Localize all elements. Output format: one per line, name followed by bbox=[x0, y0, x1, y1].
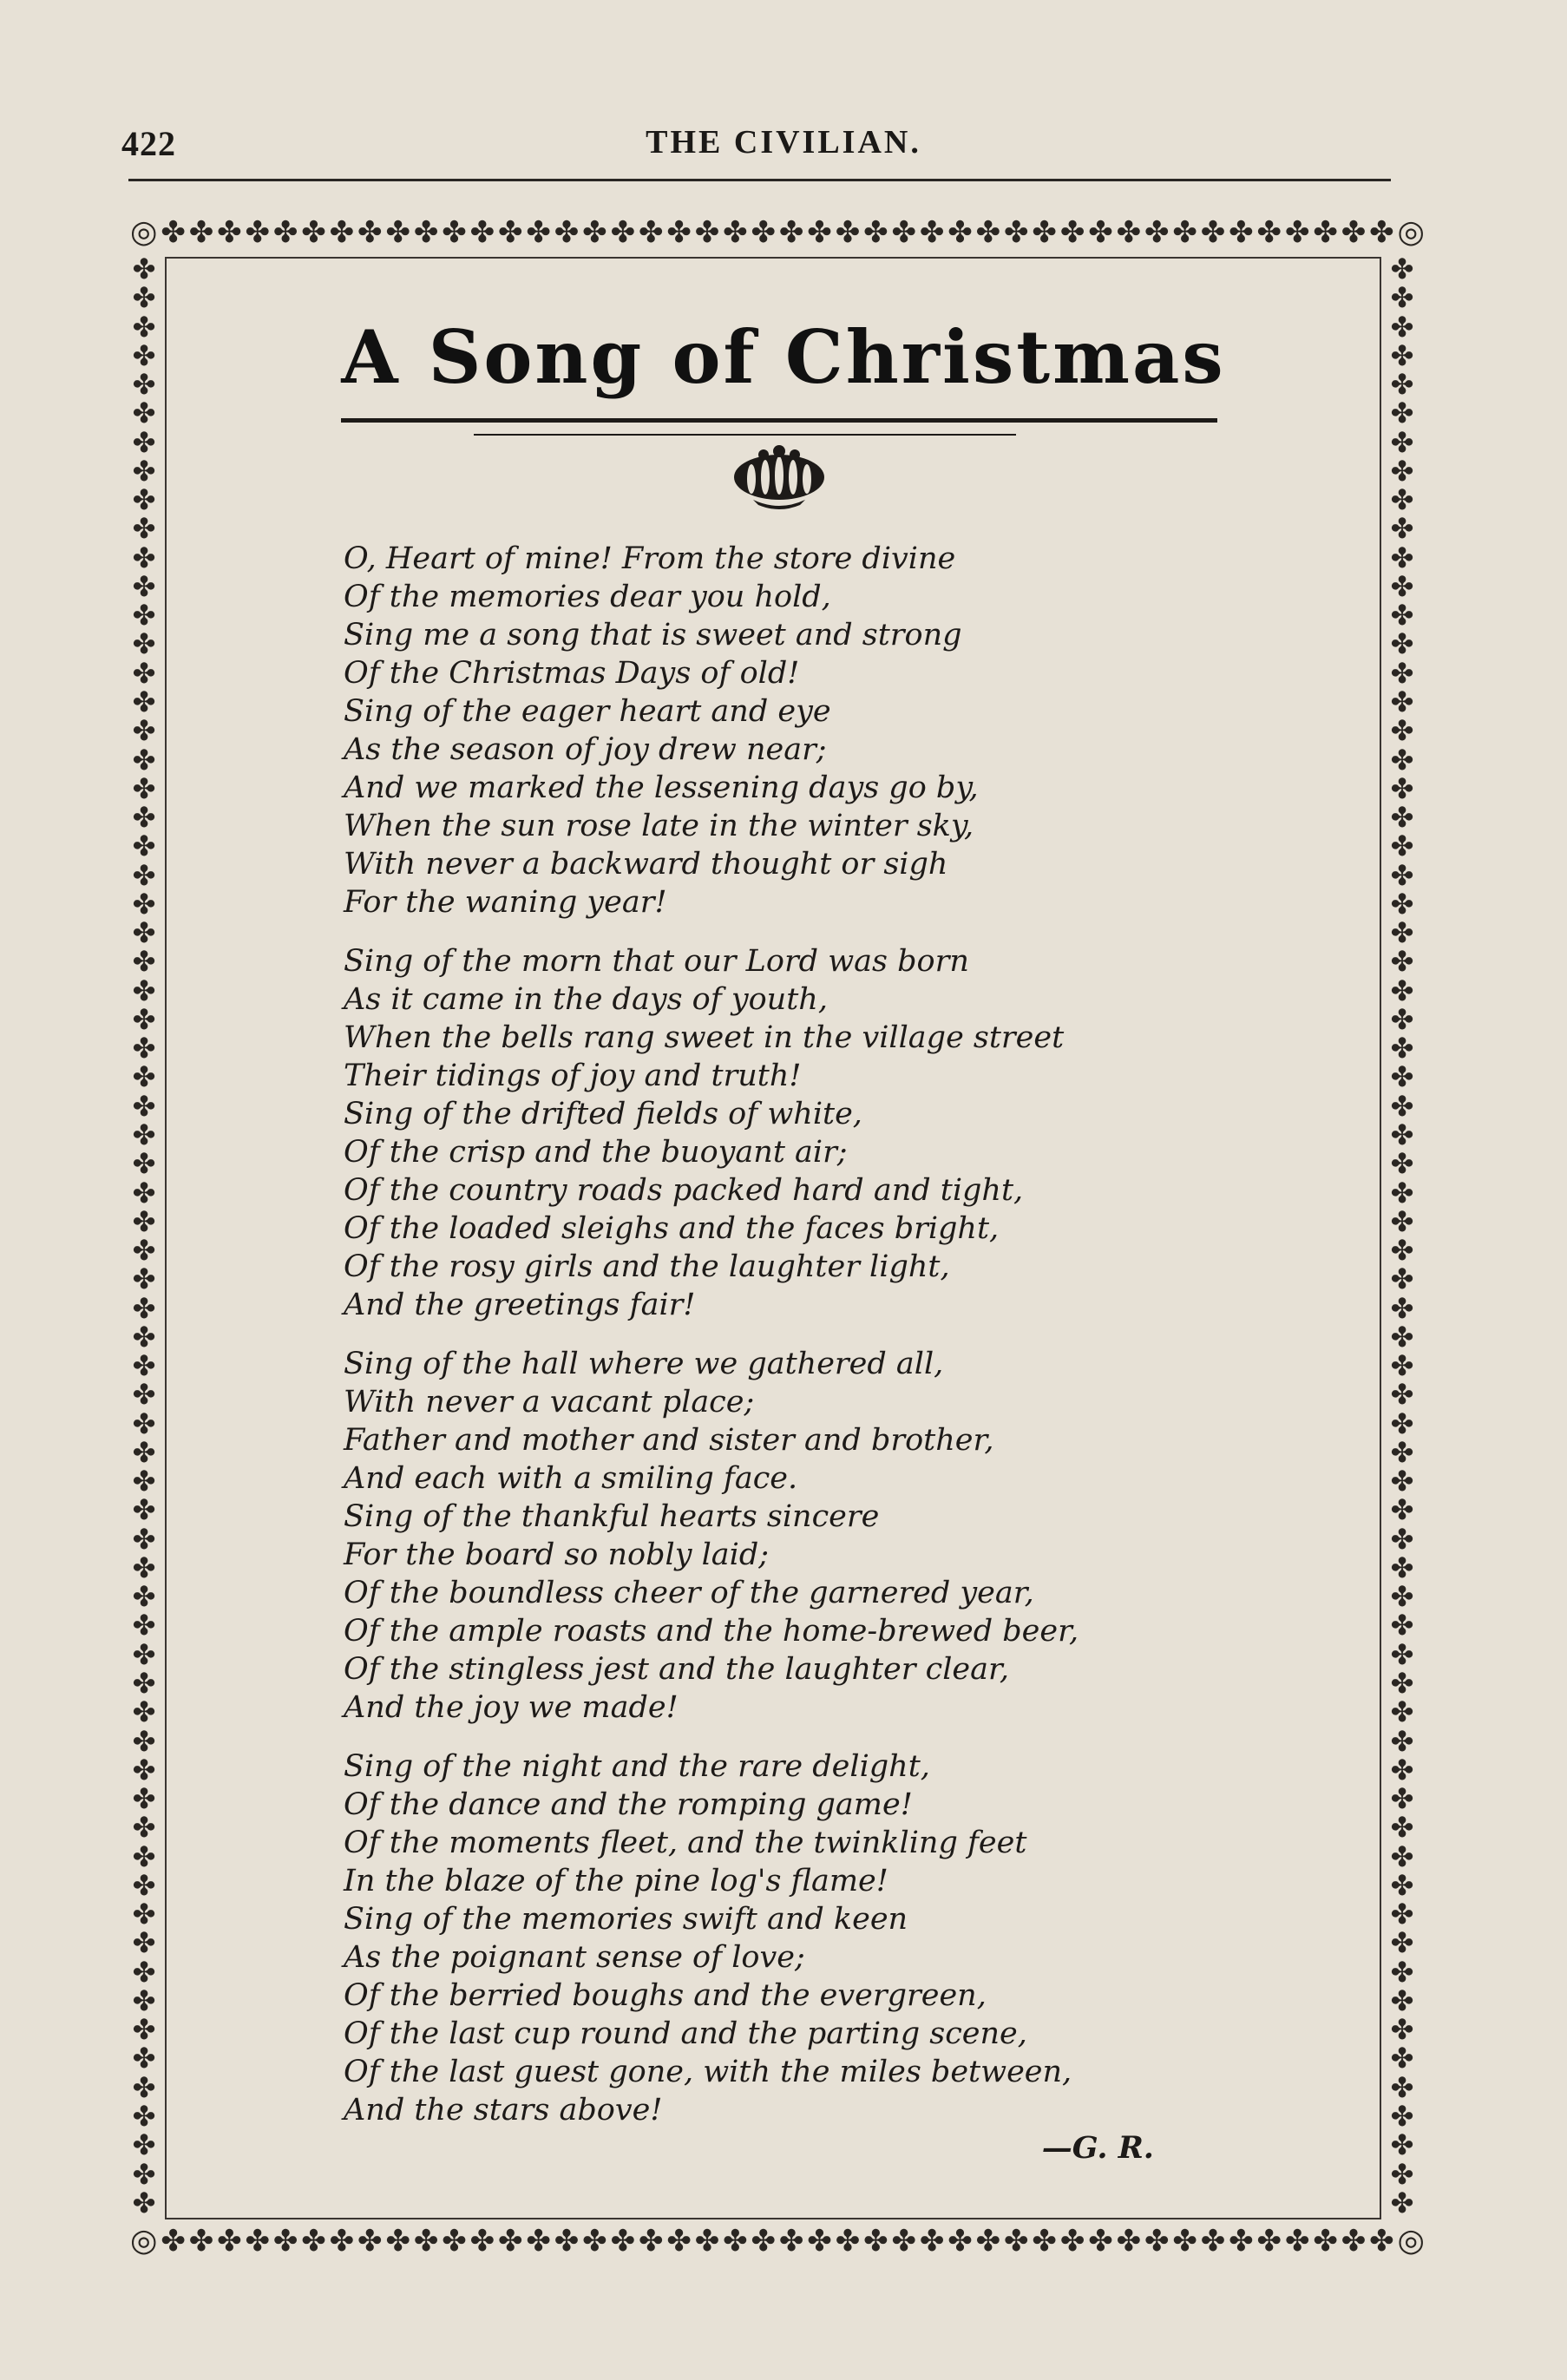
verse-line: As the poignant sense of love; bbox=[344, 1940, 805, 1975]
border-ornament-icon: ✤ bbox=[1390, 2042, 1414, 2075]
border-ornament-icon: ✤ bbox=[1390, 1032, 1414, 1065]
border-ornament-icon: ✤ bbox=[1390, 2128, 1414, 2162]
border-ornament-icon: ✤ bbox=[132, 1782, 156, 1816]
border-ornament-icon: ✤ bbox=[132, 1493, 156, 1527]
border-ornament-icon: ✤ bbox=[498, 2224, 523, 2259]
border-ornament-icon: ✤ bbox=[1390, 2186, 1414, 2218]
border-right-decoration bbox=[1385, 255, 1419, 2218]
border-ornament-icon: ✤ bbox=[1284, 2224, 1310, 2259]
border-ornament-icon: ✤ bbox=[1390, 310, 1414, 344]
border-ornament-icon: ✤ bbox=[1390, 569, 1414, 603]
border-ornament-icon: ✤ bbox=[132, 310, 156, 344]
border-ornament-icon: ✤ bbox=[526, 2224, 551, 2259]
border-ornament-icon: ✤ bbox=[1390, 599, 1414, 633]
verse-line: Of the ample roasts and the home-brewed beer, bbox=[344, 1614, 1079, 1649]
border-bottom-decoration bbox=[130, 2221, 1425, 2261]
border-ornament-icon: ✤ bbox=[1390, 1378, 1414, 1412]
page-number: 422 bbox=[121, 124, 176, 163]
border-ornament-icon: ✤ bbox=[723, 215, 748, 250]
border-ornament-icon: ✤ bbox=[132, 1637, 156, 1671]
border-ornament-icon: ✤ bbox=[132, 1089, 156, 1123]
border-ornament-icon: ✤ bbox=[1390, 1204, 1414, 1238]
signature: —G. R. bbox=[1041, 2130, 1154, 2166]
border-ornament-icon: ✤ bbox=[1390, 541, 1414, 574]
border-ornament-icon: ✤ bbox=[1200, 215, 1226, 250]
border-ornament-icon: ✤ bbox=[1390, 916, 1414, 950]
border-ornament-icon: ✤ bbox=[610, 215, 636, 250]
border-ornament-icon: ✤ bbox=[975, 2224, 1001, 2259]
border-ornament-icon: ✤ bbox=[638, 215, 664, 250]
border-ornament-icon: ✤ bbox=[1032, 215, 1057, 250]
border-ornament-icon: ✤ bbox=[1313, 215, 1338, 250]
border-ornament-icon: ✤ bbox=[132, 685, 156, 718]
stanza bbox=[344, 1747, 1211, 2129]
border-ornament-icon: ✤ bbox=[1390, 1320, 1414, 1354]
border-ornament-icon: ✤ bbox=[1390, 1637, 1414, 1671]
verse-line: As the season of joy drew near; bbox=[344, 732, 827, 767]
border-ornament-icon: ✤ bbox=[526, 215, 551, 250]
border-ornament-icon: ✤ bbox=[413, 2224, 439, 2259]
verse-line: Sing of the thankful hearts sincere bbox=[344, 1499, 880, 1534]
border-ornament-icon: ✤ bbox=[1390, 1868, 1414, 1902]
border-ornament-icon: ✤ bbox=[132, 397, 156, 430]
border-ornament-icon: ✤ bbox=[132, 512, 156, 546]
border-ornament-icon: ✤ bbox=[919, 2224, 945, 2259]
border-ornament-icon: ✤ bbox=[132, 2042, 156, 2075]
border-ornament-icon: ✤ bbox=[498, 215, 523, 250]
border-ornament-icon: ✤ bbox=[132, 627, 156, 661]
border-ornament-icon: ✤ bbox=[751, 2224, 777, 2259]
border-ornament-icon: ✤ bbox=[188, 215, 214, 250]
verse-line: Of the dance and the romping game! bbox=[344, 1787, 913, 1822]
border-ornament-icon: ✤ bbox=[1390, 974, 1414, 1007]
border-ornament-icon: ✤ bbox=[132, 2100, 156, 2133]
border-ornament-icon: ✤ bbox=[132, 1955, 156, 1989]
border-ornament-icon: ✤ bbox=[132, 599, 156, 633]
verse-line: Of the loaded sleighs and the faces bright, bbox=[344, 1211, 1000, 1246]
border-ornament-icon: ✤ bbox=[132, 2128, 156, 2162]
border-ornament-icon: ✤ bbox=[1390, 368, 1414, 402]
border-ornament-icon: ✤ bbox=[1390, 2157, 1414, 2191]
border-ornament-icon: ✤ bbox=[132, 887, 156, 921]
stanza bbox=[344, 540, 1211, 921]
border-ornament-icon: ✤ bbox=[807, 2224, 832, 2259]
verse-line: Sing of the night and the rare delight, bbox=[344, 1749, 930, 1784]
verse-line: For the waning year! bbox=[344, 885, 667, 920]
border-ornament-icon: ✤ bbox=[1390, 887, 1414, 921]
border-ornament-icon: ✤ bbox=[132, 2070, 156, 2104]
border-ornament-icon: ✤ bbox=[1390, 454, 1414, 488]
verse-line: Of the last guest gone, with the miles between, bbox=[344, 2055, 1072, 2089]
stanza bbox=[344, 942, 1211, 1324]
border-ornament-icon: ✤ bbox=[1256, 215, 1282, 250]
border-ornament-icon: ✤ bbox=[1390, 771, 1414, 805]
border-ornament-icon: ✤ bbox=[554, 215, 580, 250]
border-ornament-icon: ✤ bbox=[666, 2224, 692, 2259]
border-ornament-icon: ✤ bbox=[132, 916, 156, 950]
verse-line: For the board so nobly laid; bbox=[344, 1537, 770, 1572]
border-ornament-icon: ✤ bbox=[1144, 215, 1170, 250]
verse-line: Of the boundless cheer of the garnered year, bbox=[344, 1576, 1034, 1610]
border-ornament-icon: ✤ bbox=[132, 974, 156, 1007]
border-ornament-icon: ◎ bbox=[1397, 2223, 1425, 2259]
verse-line: Of the country roads packed hard and tight, bbox=[344, 1173, 1024, 1208]
border-ornament-icon: ◎ bbox=[130, 2223, 158, 2259]
border-ornament-icon: ✤ bbox=[217, 2224, 242, 2259]
verse-line: With never a vacant place; bbox=[344, 1385, 755, 1419]
border-ornament-icon: ✤ bbox=[723, 2224, 748, 2259]
border-ornament-icon: ✤ bbox=[1172, 2224, 1197, 2259]
verse-line: Sing of the drifted fields of white, bbox=[344, 1097, 862, 1131]
border-ornament-icon: ✤ bbox=[272, 2224, 298, 2259]
border-ornament-icon: ✤ bbox=[1390, 425, 1414, 459]
border-ornament-icon: ✤ bbox=[1390, 1955, 1414, 1989]
running-head: THE CIVILIAN. bbox=[646, 124, 921, 161]
border-ornament-icon: ✤ bbox=[161, 215, 186, 250]
poem-title: A Song of Christmas bbox=[341, 314, 1226, 400]
verse-line: Of the rosy girls and the laughter light, bbox=[344, 1249, 950, 1284]
border-ornament-icon: ✤ bbox=[1390, 1002, 1414, 1036]
verse-line: Sing of the eager heart and eye bbox=[344, 694, 831, 729]
border-ornament-icon: ✤ bbox=[835, 215, 861, 250]
border-top-decoration bbox=[130, 213, 1425, 252]
border-ornament-icon: ✤ bbox=[1390, 1234, 1414, 1268]
border-ornament-icon: ✤ bbox=[132, 829, 156, 863]
border-ornament-icon: ✤ bbox=[1341, 2224, 1367, 2259]
border-ornament-icon: ✤ bbox=[301, 2224, 326, 2259]
border-ornament-icon: ✤ bbox=[1390, 1406, 1414, 1440]
verse-line: When the bells rang sweet in the village street bbox=[344, 1020, 1065, 1055]
border-ornament-icon: ✤ bbox=[751, 215, 777, 250]
border-ornament-icon: ✤ bbox=[245, 2224, 270, 2259]
border-ornament-icon: ✤ bbox=[1390, 801, 1414, 835]
verse-line: Sing me a song that is sweet and strong bbox=[344, 618, 962, 652]
border-ornament-icon: ✤ bbox=[357, 215, 383, 250]
border-ornament-icon: ✤ bbox=[132, 714, 156, 748]
border-ornament-icon: ✤ bbox=[1116, 215, 1142, 250]
border-ornament-icon: ✤ bbox=[132, 1378, 156, 1412]
border-ornament-icon: ✤ bbox=[1004, 215, 1029, 250]
border-ornament-icon: ✤ bbox=[1369, 2224, 1394, 2259]
border-ornament-icon: ✤ bbox=[469, 215, 495, 250]
verse-line: O, Heart of mine! From the store divine bbox=[344, 541, 956, 576]
border-ornament-icon: ✤ bbox=[1390, 1291, 1414, 1325]
border-ornament-icon: ✤ bbox=[1390, 397, 1414, 430]
border-ornament-icon: ✤ bbox=[666, 215, 692, 250]
verse-line: When the sun rose late in the winter sky, bbox=[344, 809, 974, 843]
verse-line: Of the Christmas Days of old! bbox=[344, 656, 800, 691]
border-ornament-icon: ✤ bbox=[1390, 1118, 1414, 1151]
border-ornament-icon: ✤ bbox=[161, 2224, 186, 2259]
border-ornament-icon: ✤ bbox=[217, 215, 242, 250]
border-ornament-icon: ✤ bbox=[132, 1349, 156, 1383]
border-ornament-icon: ✤ bbox=[638, 2224, 664, 2259]
border-ornament-icon: ✤ bbox=[1390, 1609, 1414, 1642]
border-ornament-icon: ◎ bbox=[1397, 214, 1425, 250]
border-ornament-icon: ✤ bbox=[132, 2157, 156, 2191]
border-ornament-icon: ✤ bbox=[778, 215, 804, 250]
border-ornament-icon: ✤ bbox=[1088, 215, 1113, 250]
border-ornament-icon: ✤ bbox=[1390, 1551, 1414, 1584]
border-ornament-icon: ✤ bbox=[132, 1983, 156, 2017]
verse-line: In the blaze of the pine log's flame! bbox=[344, 1864, 888, 1898]
border-ornament-icon: ✤ bbox=[1144, 2224, 1170, 2259]
border-ornament-icon: ✤ bbox=[385, 2224, 410, 2259]
border-ornament-icon: ✤ bbox=[1390, 743, 1414, 777]
border-ornament-icon: ✤ bbox=[1390, 512, 1414, 546]
verse-line: Sing of the hall where we gathered all, bbox=[344, 1347, 944, 1381]
border-ornament-icon: ✤ bbox=[132, 1060, 156, 1094]
border-ornament-icon: ✤ bbox=[1390, 1753, 1414, 1787]
border-ornament-icon: ✤ bbox=[132, 2186, 156, 2218]
border-ornament-icon: ✤ bbox=[975, 215, 1001, 250]
border-ornament-icon: ✤ bbox=[132, 1320, 156, 1354]
border-ornament-icon: ✤ bbox=[1390, 281, 1414, 315]
border-ornament-icon: ✤ bbox=[891, 215, 916, 250]
border-ornament-icon: ✤ bbox=[1390, 1060, 1414, 1094]
border-ornament-icon: ✤ bbox=[1390, 1695, 1414, 1729]
border-ornament-icon: ✤ bbox=[132, 569, 156, 603]
border-ornament-icon: ✤ bbox=[132, 1898, 156, 1931]
border-ornament-icon: ✤ bbox=[132, 1234, 156, 1268]
border-ornament-icon: ✤ bbox=[132, 656, 156, 690]
border-ornament-icon: ✤ bbox=[1390, 1898, 1414, 1931]
border-ornament-icon: ✤ bbox=[863, 2224, 888, 2259]
border-ornament-icon: ✤ bbox=[442, 2224, 467, 2259]
border-ornament-icon: ✤ bbox=[1390, 1724, 1414, 1758]
border-ornament-icon: ✤ bbox=[1229, 2224, 1254, 2259]
border-ornament-icon: ✤ bbox=[1390, 714, 1414, 748]
border-ornament-icon: ✤ bbox=[778, 2224, 804, 2259]
border-ornament-icon: ✤ bbox=[1390, 1435, 1414, 1469]
border-ornament-icon: ✤ bbox=[132, 1176, 156, 1210]
border-ornament-icon: ✤ bbox=[1390, 1839, 1414, 1873]
verse-line: Their tidings of joy and truth! bbox=[344, 1059, 802, 1093]
verse-line: Sing of the morn that our Lord was born bbox=[344, 944, 969, 979]
verse-line: With never a backward thought or sigh bbox=[344, 847, 948, 882]
verse-line: As it came in the days of youth, bbox=[344, 982, 828, 1017]
border-ornament-icon: ✤ bbox=[1390, 1147, 1414, 1181]
border-ornament-icon: ✤ bbox=[694, 215, 720, 250]
border-ornament-icon: ✤ bbox=[1313, 2224, 1338, 2259]
border-ornament-icon: ✤ bbox=[1004, 2224, 1029, 2259]
border-ornament-icon: ✤ bbox=[1390, 1493, 1414, 1527]
verse-line: Father and mother and sister and brother, bbox=[344, 1423, 994, 1458]
border-ornament-icon: ✤ bbox=[132, 454, 156, 488]
border-ornament-icon: ✤ bbox=[1390, 685, 1414, 718]
border-ornament-icon: ✤ bbox=[132, 801, 156, 835]
border-ornament-icon: ✤ bbox=[1390, 1811, 1414, 1845]
border-ornament-icon: ✤ bbox=[1341, 215, 1367, 250]
border-ornament-icon: ✤ bbox=[132, 1262, 156, 1296]
border-ornament-icon: ✤ bbox=[582, 2224, 607, 2259]
verse-line: Sing of the memories swift and keen bbox=[344, 1902, 908, 1937]
border-ornament-icon: ✤ bbox=[132, 1465, 156, 1498]
border-ornament-icon: ✤ bbox=[413, 215, 439, 250]
border-ornament-icon: ✤ bbox=[610, 2224, 636, 2259]
border-ornament-icon: ✤ bbox=[132, 1609, 156, 1642]
border-ornament-icon: ✤ bbox=[132, 1839, 156, 1873]
border-ornament-icon: ✤ bbox=[1390, 1926, 1414, 1960]
border-ornament-icon: ✤ bbox=[329, 215, 355, 250]
border-ornament-icon: ✤ bbox=[835, 2224, 861, 2259]
border-ornament-icon: ✤ bbox=[132, 1695, 156, 1729]
border-ornament-icon: ✤ bbox=[1390, 945, 1414, 979]
border-ornament-icon: ✤ bbox=[1390, 829, 1414, 863]
border-ornament-icon: ✤ bbox=[1390, 1176, 1414, 1210]
border-ornament-icon: ✤ bbox=[1200, 2224, 1226, 2259]
border-ornament-icon: ✤ bbox=[1390, 656, 1414, 690]
border-ornament-icon: ✤ bbox=[469, 2224, 495, 2259]
border-ornament-icon: ✤ bbox=[132, 541, 156, 574]
border-ornament-icon: ✤ bbox=[272, 215, 298, 250]
border-ornament-icon: ✤ bbox=[1390, 1262, 1414, 1296]
border-ornament-icon: ✤ bbox=[132, 281, 156, 315]
border-ornament-icon: ✤ bbox=[947, 2224, 973, 2259]
border-ornament-icon: ✤ bbox=[132, 1753, 156, 1787]
border-ornament-icon: ✤ bbox=[329, 2224, 355, 2259]
border-ornament-icon: ✤ bbox=[132, 338, 156, 372]
border-ornament-icon: ✤ bbox=[554, 2224, 580, 2259]
border-ornament-icon: ✤ bbox=[1059, 215, 1085, 250]
border-ornament-icon: ✤ bbox=[1390, 1089, 1414, 1123]
border-ornament-icon: ✤ bbox=[132, 1435, 156, 1469]
border-ornament-icon: ✤ bbox=[1116, 2224, 1142, 2259]
border-left-decoration bbox=[127, 255, 161, 2218]
border-ornament-icon: ✤ bbox=[132, 1811, 156, 1845]
border-ornament-icon: ✤ bbox=[1390, 2070, 1414, 2104]
border-ornament-icon: ✤ bbox=[132, 2013, 156, 2047]
stanza bbox=[344, 1345, 1211, 1727]
border-ornament-icon: ✤ bbox=[132, 1406, 156, 1440]
floral-ornament-icon bbox=[727, 443, 831, 510]
border-ornament-icon: ✤ bbox=[582, 215, 607, 250]
border-ornament-icon: ✤ bbox=[301, 215, 326, 250]
border-ornament-icon: ✤ bbox=[1390, 338, 1414, 372]
poem-body bbox=[344, 540, 1211, 2150]
verse-line: Of the berried boughs and the evergreen, bbox=[344, 1978, 987, 2013]
border-ornament-icon: ✤ bbox=[132, 1551, 156, 1584]
border-ornament-icon: ✤ bbox=[1284, 215, 1310, 250]
border-ornament-icon: ✤ bbox=[357, 2224, 383, 2259]
border-ornament-icon: ✤ bbox=[132, 945, 156, 979]
border-ornament-icon: ✤ bbox=[1390, 858, 1414, 892]
border-ornament-icon: ✤ bbox=[891, 2224, 916, 2259]
border-ornament-icon: ✤ bbox=[1032, 2224, 1057, 2259]
border-ornament-icon: ✤ bbox=[1390, 1580, 1414, 1614]
border-ornament-icon: ✤ bbox=[807, 215, 832, 250]
border-ornament-icon: ✤ bbox=[1390, 627, 1414, 661]
border-ornament-icon: ✤ bbox=[1088, 2224, 1113, 2259]
border-ornament-icon: ✤ bbox=[1369, 215, 1394, 250]
border-ornament-icon: ✤ bbox=[132, 483, 156, 517]
verse-line: Of the stingless jest and the laughter clear, bbox=[344, 1652, 1010, 1687]
border-ornament-icon: ✤ bbox=[132, 1868, 156, 1902]
border-ornament-icon: ✤ bbox=[1390, 1465, 1414, 1498]
verse-line: Of the crisp and the buoyant air; bbox=[344, 1135, 848, 1170]
border-ornament-icon: ✤ bbox=[1390, 255, 1414, 285]
border-ornament-icon: ✤ bbox=[132, 255, 156, 285]
verse-line: And the greetings fair! bbox=[344, 1288, 696, 1322]
border-ornament-icon: ✤ bbox=[863, 215, 888, 250]
border-ornament-icon: ✤ bbox=[132, 1724, 156, 1758]
verse-line: And each with a smiling face. bbox=[344, 1461, 798, 1496]
border-ornament-icon: ✤ bbox=[132, 743, 156, 777]
border-ornament-icon: ✤ bbox=[132, 368, 156, 402]
border-ornament-icon: ✤ bbox=[1229, 215, 1254, 250]
border-ornament-icon: ✤ bbox=[694, 2224, 720, 2259]
border-ornament-icon: ✤ bbox=[188, 2224, 214, 2259]
border-ornament-icon: ✤ bbox=[132, 1291, 156, 1325]
border-ornament-icon: ✤ bbox=[1390, 2013, 1414, 2047]
border-ornament-icon: ✤ bbox=[132, 1522, 156, 1556]
border-ornament-icon: ✤ bbox=[132, 1032, 156, 1065]
border-ornament-icon: ✤ bbox=[132, 1002, 156, 1036]
border-ornament-icon: ✤ bbox=[245, 215, 270, 250]
border-ornament-icon: ✤ bbox=[1390, 1667, 1414, 1701]
border-ornament-icon: ✤ bbox=[1390, 483, 1414, 517]
border-ornament-icon: ✤ bbox=[1390, 2100, 1414, 2133]
border-ornament-icon: ✤ bbox=[1390, 1522, 1414, 1556]
border-ornament-icon: ✤ bbox=[132, 425, 156, 459]
border-ornament-icon: ✤ bbox=[1390, 1782, 1414, 1816]
verse-line: And we marked the lessening days go by, bbox=[344, 770, 979, 805]
header-rule bbox=[128, 179, 1391, 181]
border-ornament-icon: ✤ bbox=[947, 215, 973, 250]
border-ornament-icon: ◎ bbox=[130, 214, 158, 250]
border-ornament-icon: ✤ bbox=[1390, 1349, 1414, 1383]
border-ornament-icon: ✤ bbox=[1059, 2224, 1085, 2259]
border-ornament-icon: ✤ bbox=[1256, 2224, 1282, 2259]
border-ornament-icon: ✤ bbox=[132, 771, 156, 805]
border-ornament-icon: ✤ bbox=[385, 215, 410, 250]
title-rule bbox=[341, 418, 1217, 423]
border-ornament-icon: ✤ bbox=[132, 1667, 156, 1701]
border-ornament-icon: ✤ bbox=[1172, 215, 1197, 250]
verse-line: And the stars above! bbox=[344, 2093, 663, 2128]
border-ornament-icon: ✤ bbox=[442, 215, 467, 250]
border-ornament-icon: ✤ bbox=[132, 1204, 156, 1238]
border-ornament-icon: ✤ bbox=[132, 1147, 156, 1181]
border-ornament-icon: ✤ bbox=[919, 215, 945, 250]
border-ornament-icon: ✤ bbox=[132, 1118, 156, 1151]
verse-line: Of the last cup round and the parting scene, bbox=[344, 2016, 1027, 2051]
verse-line: Of the moments fleet, and the twinkling feet bbox=[344, 1826, 1027, 1860]
border-ornament-icon: ✤ bbox=[1390, 1983, 1414, 2017]
verse-line: And the joy we made! bbox=[344, 1690, 679, 1725]
title-subrule bbox=[474, 434, 1016, 436]
border-ornament-icon: ✤ bbox=[132, 1926, 156, 1960]
border-ornament-icon: ✤ bbox=[132, 858, 156, 892]
verse-line: Of the memories dear you hold, bbox=[344, 580, 831, 614]
border-ornament-icon: ✤ bbox=[132, 1580, 156, 1614]
